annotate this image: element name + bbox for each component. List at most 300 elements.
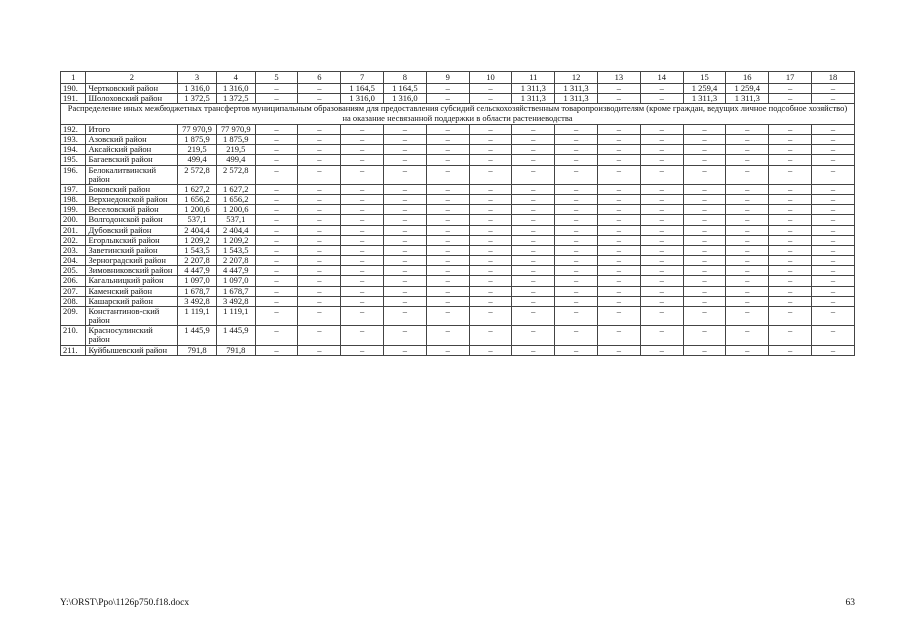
row-number: 194.: [61, 145, 86, 155]
value-cell: –: [811, 195, 854, 205]
row-number: 193.: [61, 135, 86, 145]
column-number-cell: 10: [469, 72, 512, 84]
value-cell: –: [726, 205, 769, 215]
value-cell: 1 311,3: [512, 84, 555, 94]
value-cell: –: [769, 94, 812, 104]
value-cell: 1 627,2: [178, 184, 217, 194]
value-cell: 219,5: [178, 145, 217, 155]
value-cell: –: [255, 296, 298, 306]
value-cell: –: [769, 235, 812, 245]
value-cell: –: [426, 266, 469, 276]
value-cell: –: [469, 345, 512, 355]
value-cell: –: [469, 135, 512, 145]
value-cell: –: [811, 205, 854, 215]
value-cell: –: [469, 184, 512, 194]
value-cell: 2 404,4: [178, 225, 217, 235]
value-cell: –: [726, 124, 769, 134]
value-cell: –: [598, 155, 641, 165]
value-cell: –: [426, 155, 469, 165]
value-cell: –: [769, 286, 812, 296]
value-cell: –: [341, 306, 384, 325]
value-cell: –: [683, 145, 726, 155]
value-cell: –: [683, 184, 726, 194]
value-cell: –: [426, 235, 469, 245]
value-cell: 1 543,5: [216, 245, 255, 255]
table-row: [61, 296, 855, 306]
value-cell: –: [683, 205, 726, 215]
value-cell: –: [255, 135, 298, 145]
value-cell: –: [512, 205, 555, 215]
value-cell: –: [598, 276, 641, 286]
value-cell: –: [298, 266, 341, 276]
value-cell: –: [255, 326, 298, 345]
table-row: [61, 124, 855, 134]
value-cell: –: [640, 225, 683, 235]
value-cell: –: [384, 195, 427, 205]
value-cell: –: [683, 155, 726, 165]
value-cell: –: [769, 84, 812, 94]
value-cell: –: [811, 296, 854, 306]
section-heading-body: [61, 104, 855, 125]
value-cell: –: [640, 326, 683, 345]
value-cell: –: [598, 94, 641, 104]
value-cell: –: [598, 135, 641, 145]
value-cell: –: [469, 326, 512, 345]
value-cell: –: [255, 266, 298, 276]
value-cell: –: [255, 195, 298, 205]
value-cell: –: [469, 165, 512, 184]
value-cell: –: [298, 195, 341, 205]
table-row: [61, 184, 855, 194]
row-number: 203.: [61, 245, 86, 255]
value-cell: –: [469, 145, 512, 155]
row-district-name: Куйбышевский район: [86, 345, 178, 355]
value-cell: –: [683, 345, 726, 355]
value-cell: –: [384, 165, 427, 184]
row-number: 205.: [61, 266, 86, 276]
value-cell: –: [298, 286, 341, 296]
value-cell: 791,8: [178, 345, 217, 355]
value-cell: –: [341, 195, 384, 205]
row-number: 196.: [61, 165, 86, 184]
row-number: 199.: [61, 205, 86, 215]
value-cell: –: [683, 124, 726, 134]
value-cell: –: [469, 155, 512, 165]
value-cell: –: [512, 296, 555, 306]
value-cell: –: [726, 296, 769, 306]
value-cell: 537,1: [178, 215, 217, 225]
value-cell: –: [683, 266, 726, 276]
row-number: 200.: [61, 215, 86, 225]
value-cell: –: [341, 215, 384, 225]
value-cell: –: [598, 84, 641, 94]
header-row: [61, 72, 855, 84]
value-cell: –: [811, 306, 854, 325]
row-number: 191.: [61, 94, 86, 104]
value-cell: 2 404,4: [216, 225, 255, 235]
row-district-name: Волгодонской район: [86, 215, 178, 225]
value-cell: –: [341, 205, 384, 215]
value-cell: –: [598, 296, 641, 306]
value-cell: –: [769, 296, 812, 306]
value-cell: 1 097,0: [216, 276, 255, 286]
value-cell: –: [426, 205, 469, 215]
value-cell: –: [555, 306, 598, 325]
value-cell: –: [469, 276, 512, 286]
value-cell: –: [555, 245, 598, 255]
value-cell: –: [726, 215, 769, 225]
value-cell: –: [469, 195, 512, 205]
value-cell: 1 119,1: [216, 306, 255, 325]
column-number-cell: 16: [726, 72, 769, 84]
value-cell: –: [384, 306, 427, 325]
value-cell: –: [426, 94, 469, 104]
value-cell: –: [769, 256, 812, 266]
value-cell: –: [341, 266, 384, 276]
value-cell: –: [640, 124, 683, 134]
value-cell: –: [555, 215, 598, 225]
value-cell: 1 311,3: [726, 94, 769, 104]
value-cell: –: [598, 124, 641, 134]
value-cell: –: [341, 345, 384, 355]
value-cell: –: [640, 195, 683, 205]
value-cell: –: [769, 276, 812, 286]
value-cell: –: [298, 84, 341, 94]
value-cell: –: [426, 286, 469, 296]
value-cell: –: [640, 286, 683, 296]
row-number: 197.: [61, 184, 86, 194]
value-cell: –: [640, 345, 683, 355]
value-cell: 77 970,9: [216, 124, 255, 134]
row-district-name: Чертковский район: [86, 84, 178, 94]
value-cell: 1 656,2: [216, 195, 255, 205]
value-cell: 1 200,6: [178, 205, 217, 215]
value-cell: –: [683, 235, 726, 245]
value-cell: –: [298, 165, 341, 184]
value-cell: –: [555, 165, 598, 184]
value-cell: –: [769, 266, 812, 276]
value-cell: –: [769, 195, 812, 205]
value-cell: –: [811, 256, 854, 266]
value-cell: –: [811, 94, 854, 104]
row-number: 202.: [61, 235, 86, 245]
value-cell: –: [512, 155, 555, 165]
value-cell: 1 259,4: [683, 84, 726, 94]
table-row: [61, 286, 855, 296]
value-cell: –: [255, 155, 298, 165]
row-district-name: Каменский район: [86, 286, 178, 296]
value-cell: –: [469, 266, 512, 276]
value-cell: –: [255, 306, 298, 325]
value-cell: –: [426, 145, 469, 155]
row-number: 204.: [61, 256, 86, 266]
value-cell: –: [512, 124, 555, 134]
value-cell: –: [341, 155, 384, 165]
value-cell: –: [598, 326, 641, 345]
value-cell: –: [769, 184, 812, 194]
value-cell: 2 572,8: [216, 165, 255, 184]
row-district-name: Зимовниковский район: [86, 266, 178, 276]
row-district-name: Итого: [86, 124, 178, 134]
row-number: 201.: [61, 225, 86, 235]
value-cell: –: [811, 245, 854, 255]
value-cell: –: [640, 296, 683, 306]
value-cell: –: [640, 145, 683, 155]
table-row: [61, 145, 855, 155]
row-district-name: Егорлыкский район: [86, 235, 178, 245]
value-cell: –: [683, 135, 726, 145]
value-cell: –: [555, 345, 598, 355]
value-cell: –: [384, 235, 427, 245]
value-cell: –: [469, 306, 512, 325]
value-cell: –: [384, 225, 427, 235]
value-cell: –: [726, 276, 769, 286]
table-row: [61, 225, 855, 235]
value-cell: –: [726, 145, 769, 155]
value-cell: –: [298, 205, 341, 215]
row-number: 206.: [61, 276, 86, 286]
column-number-cell: 14: [640, 72, 683, 84]
value-cell: –: [769, 326, 812, 345]
value-cell: –: [384, 345, 427, 355]
value-cell: –: [341, 225, 384, 235]
table-row: [61, 256, 855, 266]
value-cell: –: [341, 184, 384, 194]
value-cell: –: [512, 145, 555, 155]
value-cell: –: [555, 145, 598, 155]
value-cell: –: [683, 276, 726, 286]
value-cell: –: [555, 225, 598, 235]
value-cell: –: [598, 245, 641, 255]
table-body-top: [61, 84, 855, 104]
value-cell: –: [384, 286, 427, 296]
value-cell: 1 097,0: [178, 276, 217, 286]
value-cell: –: [555, 184, 598, 194]
value-cell: –: [811, 235, 854, 245]
value-cell: –: [298, 145, 341, 155]
column-number-cell: 2: [86, 72, 178, 84]
row-district-name: Азовский район: [86, 135, 178, 145]
value-cell: –: [640, 155, 683, 165]
value-cell: –: [341, 145, 384, 155]
value-cell: 1 445,9: [216, 326, 255, 345]
value-cell: –: [255, 215, 298, 225]
row-district-name: Веселовский район: [86, 205, 178, 215]
value-cell: –: [598, 215, 641, 225]
column-number-cell: 1: [61, 72, 86, 84]
value-cell: –: [683, 195, 726, 205]
value-cell: –: [769, 135, 812, 145]
value-cell: –: [640, 205, 683, 215]
value-cell: –: [384, 184, 427, 194]
value-cell: –: [298, 225, 341, 235]
value-cell: –: [811, 184, 854, 194]
value-cell: –: [811, 286, 854, 296]
value-cell: 1 656,2: [178, 195, 217, 205]
value-cell: –: [726, 135, 769, 145]
column-number-cell: 11: [512, 72, 555, 84]
value-cell: 1 259,4: [726, 84, 769, 94]
value-cell: –: [426, 165, 469, 184]
value-cell: –: [255, 124, 298, 134]
column-number-cell: 17: [769, 72, 812, 84]
column-number-cell: 13: [598, 72, 641, 84]
value-cell: –: [426, 256, 469, 266]
value-cell: –: [811, 345, 854, 355]
row-district-name: Константинов-ский район: [86, 306, 178, 325]
value-cell: –: [769, 215, 812, 225]
table-row: [61, 205, 855, 215]
value-cell: 499,4: [216, 155, 255, 165]
value-cell: –: [726, 326, 769, 345]
value-cell: –: [811, 326, 854, 345]
value-cell: –: [426, 215, 469, 225]
value-cell: –: [384, 145, 427, 155]
value-cell: –: [341, 124, 384, 134]
value-cell: –: [683, 256, 726, 266]
value-cell: –: [512, 225, 555, 235]
value-cell: 4 447,9: [216, 266, 255, 276]
value-cell: –: [426, 225, 469, 235]
value-cell: 1 209,2: [216, 235, 255, 245]
row-number: 207.: [61, 286, 86, 296]
value-cell: 3 492,8: [216, 296, 255, 306]
table-row: [61, 84, 855, 94]
value-cell: –: [640, 215, 683, 225]
value-cell: 1 164,5: [341, 84, 384, 94]
value-cell: –: [512, 215, 555, 225]
value-cell: –: [255, 235, 298, 245]
value-cell: –: [469, 225, 512, 235]
value-cell: –: [726, 155, 769, 165]
value-cell: –: [598, 225, 641, 235]
value-cell: –: [726, 256, 769, 266]
value-cell: –: [512, 286, 555, 296]
value-cell: 1 543,5: [178, 245, 217, 255]
value-cell: –: [555, 195, 598, 205]
value-cell: 1 119,1: [178, 306, 217, 325]
row-number: 195.: [61, 155, 86, 165]
value-cell: –: [341, 135, 384, 145]
value-cell: –: [255, 245, 298, 255]
value-cell: –: [341, 276, 384, 286]
value-cell: –: [469, 215, 512, 225]
value-cell: –: [255, 145, 298, 155]
value-cell: –: [341, 326, 384, 345]
value-cell: –: [726, 306, 769, 325]
value-cell: –: [555, 155, 598, 165]
value-cell: –: [384, 276, 427, 286]
value-cell: –: [683, 286, 726, 296]
column-number-header: [61, 72, 855, 84]
value-cell: –: [255, 184, 298, 194]
value-cell: –: [341, 296, 384, 306]
value-cell: –: [469, 296, 512, 306]
value-cell: –: [341, 256, 384, 266]
value-cell: –: [384, 215, 427, 225]
value-cell: –: [598, 286, 641, 296]
value-cell: –: [512, 184, 555, 194]
table-row: [61, 94, 855, 104]
value-cell: –: [598, 345, 641, 355]
row-district-name: Заветинский район: [86, 245, 178, 255]
value-cell: –: [298, 124, 341, 134]
value-cell: –: [298, 215, 341, 225]
column-number-cell: 4: [216, 72, 255, 84]
value-cell: –: [640, 256, 683, 266]
table-row: [61, 266, 855, 276]
value-cell: –: [255, 225, 298, 235]
value-cell: 1 200,6: [216, 205, 255, 215]
value-cell: –: [512, 306, 555, 325]
value-cell: –: [598, 266, 641, 276]
table-row: [61, 155, 855, 165]
value-cell: 1 875,9: [216, 135, 255, 145]
table-body-bottom: [61, 124, 855, 355]
value-cell: –: [298, 345, 341, 355]
value-cell: –: [598, 205, 641, 215]
value-cell: –: [683, 225, 726, 235]
value-cell: –: [811, 165, 854, 184]
value-cell: –: [384, 296, 427, 306]
column-number-cell: 15: [683, 72, 726, 84]
value-cell: –: [555, 276, 598, 286]
value-cell: –: [640, 94, 683, 104]
value-cell: –: [598, 195, 641, 205]
value-cell: –: [426, 184, 469, 194]
value-cell: –: [512, 276, 555, 286]
value-cell: –: [769, 145, 812, 155]
value-cell: 1 678,7: [178, 286, 217, 296]
value-cell: –: [384, 245, 427, 255]
value-cell: –: [255, 256, 298, 266]
value-cell: –: [769, 124, 812, 134]
row-district-name: Верхнедонской район: [86, 195, 178, 205]
table-row: [61, 276, 855, 286]
value-cell: –: [769, 306, 812, 325]
value-cell: –: [598, 306, 641, 325]
value-cell: –: [555, 135, 598, 145]
value-cell: 3 492,8: [178, 296, 217, 306]
column-number-cell: 18: [811, 72, 854, 84]
column-number-cell: 6: [298, 72, 341, 84]
row-district-name: Кагальницкий район: [86, 276, 178, 286]
row-district-name: Красносулинский район: [86, 326, 178, 345]
value-cell: –: [426, 276, 469, 286]
value-cell: –: [341, 245, 384, 255]
table-row: [61, 306, 855, 325]
value-cell: –: [298, 326, 341, 345]
column-number-cell: 7: [341, 72, 384, 84]
value-cell: –: [469, 84, 512, 94]
value-cell: –: [598, 184, 641, 194]
value-cell: –: [255, 205, 298, 215]
footer-file-path: Y:\ORST\Ppo\1126p750.f18.docx: [60, 598, 190, 608]
value-cell: –: [640, 245, 683, 255]
value-cell: –: [769, 205, 812, 215]
column-number-cell: 5: [255, 72, 298, 84]
value-cell: –: [426, 306, 469, 325]
table-row: [61, 135, 855, 145]
value-cell: –: [512, 135, 555, 145]
allocation-table: [60, 71, 855, 356]
value-cell: 1 311,3: [555, 94, 598, 104]
table-row: [61, 235, 855, 245]
column-number-cell: 3: [178, 72, 217, 84]
value-cell: –: [726, 225, 769, 235]
value-cell: –: [769, 155, 812, 165]
value-cell: –: [598, 145, 641, 155]
